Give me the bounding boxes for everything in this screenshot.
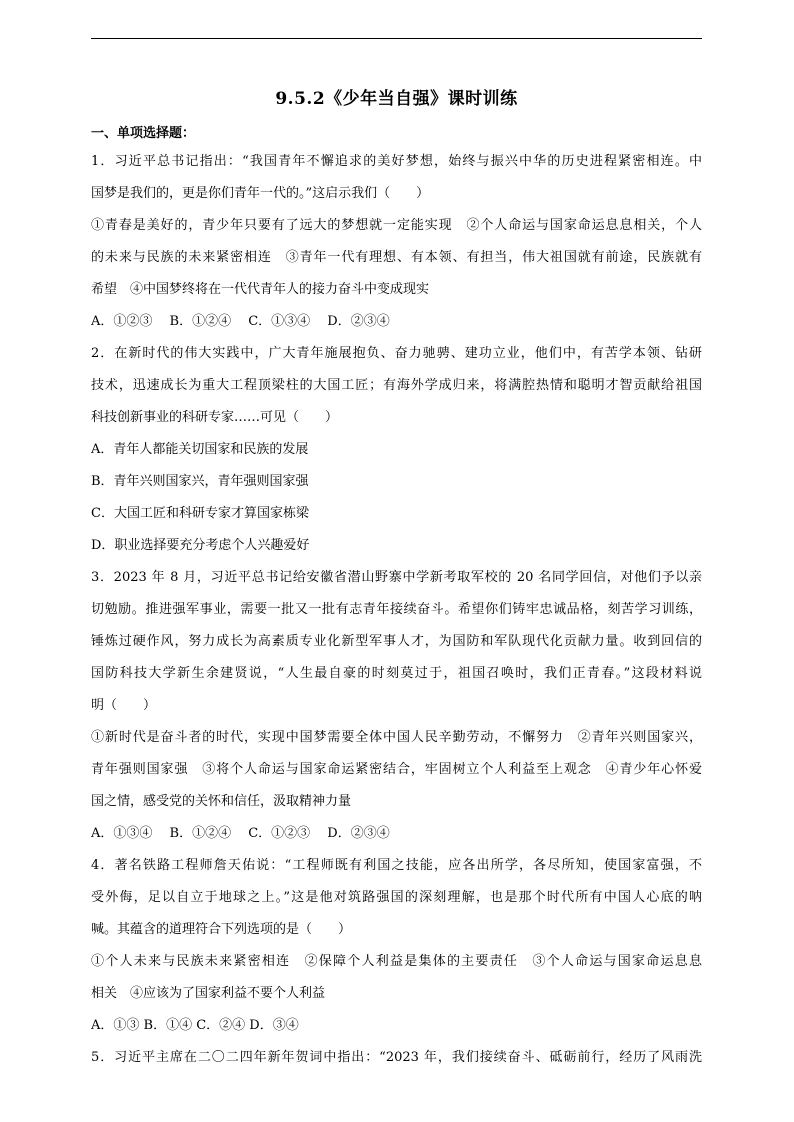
text-line: 的未来与民族的未来紧密相连 ③青年一代有理想、有本领、有担当，伟大祖国就有前途，民族就有 (91, 250, 702, 265)
text-line: ①新时代是奋斗者的时代，实现中国梦需要全体中国人民辛勤劳动，不懈努力 ②青年兴则国家兴， (91, 730, 702, 745)
text-line: 国之情，感受党的关怀和信任，汲取精神力量 (91, 794, 352, 809)
section-heading: 一、单项选择题： (91, 126, 196, 141)
text-line: 4．著名铁路工程师詹天佑说：“工程师既有利国之技能，应各出所学，各尽所知，使国家富强，不 (91, 858, 702, 873)
text-line: 1．习近平总书记指出：“我国青年不懈追求的美好梦想，始终与振兴中华的历史进程紧密相连。中 (91, 154, 702, 169)
text-line: 喊。其蕴含的道理符合下列选项的是（ ） (91, 922, 352, 937)
text-line: 5．习近平主席在二〇二四年新年贺词中指出：“2023 年，我们接续奋斗、砥砺前行，经历了风雨洗 (91, 1050, 702, 1065)
text-line: 受外侮，足以自立于地球之上。”这是他对筑路强国的深刻理解，也是那个时代所有中国人心底的呐 (91, 890, 702, 905)
text-line: D．职业选择要充分考虑个人兴趣爱好 (91, 538, 310, 553)
text-line: B．青年兴则国家兴，青年强则国家强 (91, 474, 309, 489)
question-body (91, 150, 702, 1078)
text-line: 3．2023 年 8 月，习近平总书记给安徽省潜山野寨中学新考取军校的 20 名同学回信，对他们予以亲 (91, 570, 702, 585)
header-rule (91, 38, 702, 39)
text-line: 技术，迅速成长为重大工程顶梁柱的大国工匠；有海外学成归来，将满腔热情和聪明才智贡献给祖国 (91, 378, 702, 393)
text-line: 明（ ） (91, 698, 157, 713)
text-line: 相关 ④应该为了国家利益不要个人利益 (91, 986, 326, 1001)
text-line: A．青年人都能关切国家和民族的发展 (91, 442, 309, 457)
text-line: 锤炼过硬作风，努力成长为高素质专业化新型军事人才，为国防和军队现代化贡献力量。收到回信的 (91, 634, 702, 649)
text-line: ①个人未来与民族未来紧密相连 ②保障个人利益是集体的主要责任 ③个人命运与国家命运息息 (91, 954, 702, 969)
text-line: 科技创新事业的科研专家……可见（ ） (91, 410, 339, 425)
document-title: 9.5.2《少年当自强》课时训练 (275, 89, 518, 109)
text-line: 青年强则国家强 ③将个人命运与国家命运紧密结合，牢固树立个人利益至上观念 ④青少年心怀爱 (91, 762, 702, 777)
text-line: A．①③ B．①④ C．②④ D．③④ (91, 1018, 299, 1033)
text-line: A．①③④ B．①②④ C．①②③ D．②③④ (91, 826, 390, 841)
text-line: C．大国工匠和科研专家才算国家栋梁 (91, 506, 309, 521)
text-line: 国梦是我们的，更是你们青年一代的。”这启示我们（ ） (91, 186, 430, 201)
text-line: A．①②③ B．①②④ C．①③④ D．②③④ (91, 314, 390, 329)
text-line: 希望 ④中国梦终将在一代代青年人的接力奋斗中变成现实 (91, 282, 430, 297)
text-line: 切勉励。推进强军事业，需要一批又一批有志青年接续奋斗。希望你们铸牢忠诚品格，刻苦学习训练， (91, 602, 702, 617)
text-line: 2．在新时代的伟大实践中，广大青年施展抱负、奋力驰骋、建功立业，他们中，有苦学本领、钻研 (91, 346, 702, 361)
text-line: 国防科技大学新生余建贤说，“人生最自豪的时刻莫过于，祖国召唤时，我们正青春。”这段材料说 (91, 666, 702, 681)
text-line: ①青春是美好的，青少年只要有了远大的梦想就一定能实现 ②个人命运与国家命运息息相关，个人 (91, 218, 702, 233)
